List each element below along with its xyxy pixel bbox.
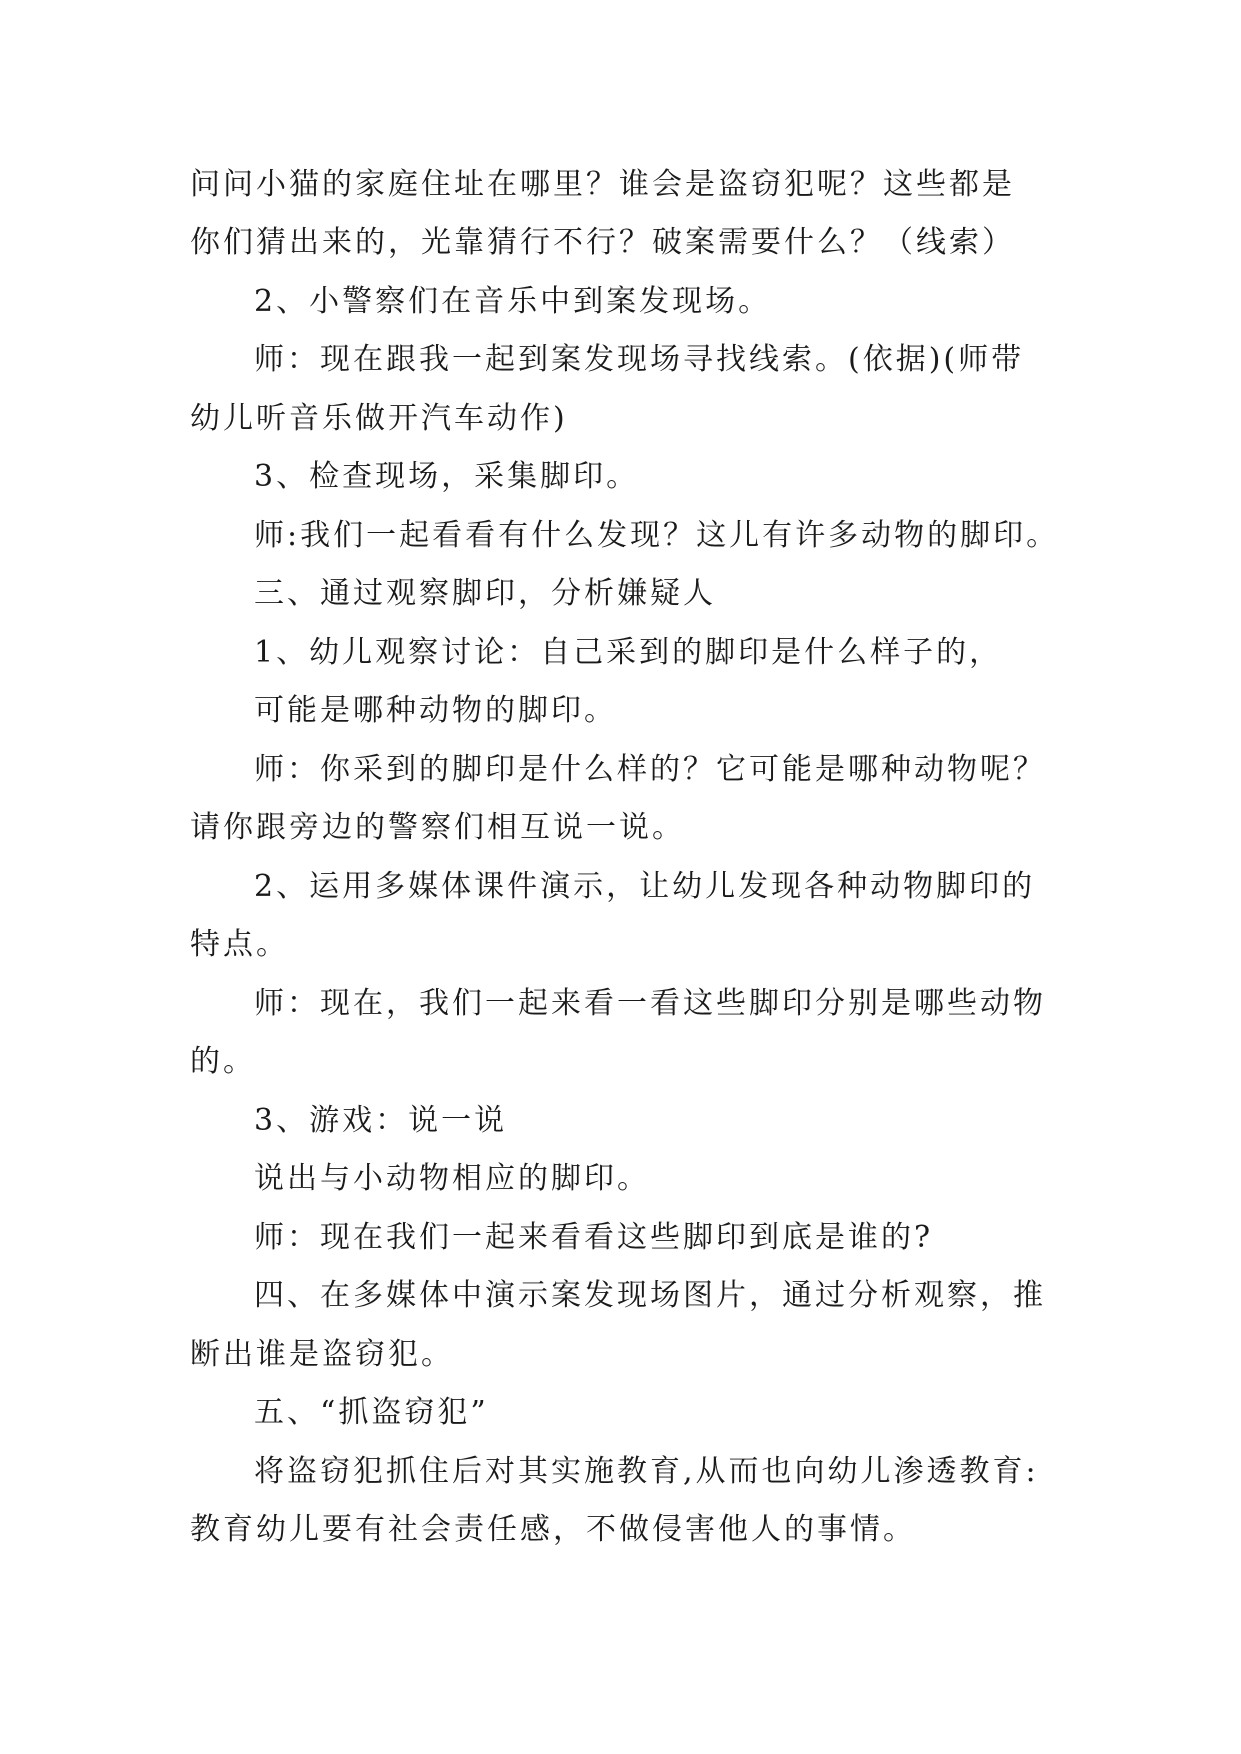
text-line: 问问小猫的家庭住址在哪里？谁会是盗窃犯呢？这些都是 — [190, 167, 1015, 202]
text-line: 3、检查现场，采集脚印。 — [254, 459, 640, 494]
text-line: 幼儿听音乐做开汽车动作) — [190, 401, 568, 436]
text-line: 2、运用多媒体课件演示，让幼儿发现各种动物脚印的 — [254, 869, 1036, 904]
text-line: 教育幼儿要有社会责任感，不做侵害他人的事情。 — [190, 1512, 916, 1547]
text-line: 你们猜出来的，光靠猜行不行？破案需要什么？（线索） — [190, 225, 1015, 260]
text-line: 2、小警察们在音乐中到案发现场。 — [254, 284, 772, 319]
section-heading: 三、通过观察脚印，分析嫌疑人 — [254, 576, 716, 611]
text-line: 可能是哪种动物的脚印。 — [254, 693, 617, 728]
section-heading: 四、在多媒体中演示案发现场图片，通过分析观察，推 — [254, 1278, 1046, 1313]
section-heading: 五、“抓盗窃犯” — [254, 1395, 489, 1430]
text-line: 师：现在我们一起来看看这些脚印到底是谁的? — [254, 1220, 934, 1255]
text-line: 特点。 — [190, 927, 289, 962]
text-line: 的。 — [190, 1044, 256, 1079]
text-line: 师:我们一起看看有什么发现？这儿有许多动物的脚印。 — [254, 518, 1060, 553]
text-line: 请你跟旁边的警察们相互说一说。 — [190, 810, 685, 845]
text-line: 师：你采到的脚印是什么样的？它可能是哪种动物呢？ — [254, 752, 1046, 787]
text-line: 师：现在跟我一起到案发现场寻找线索。(依据)(师带 — [254, 342, 1025, 377]
text-line: 说出与小动物相应的脚印。 — [254, 1161, 650, 1196]
text-line: 1、幼儿观察讨论：自己采到的脚印是什么样子的， — [254, 635, 1003, 670]
text-line: 师：现在，我们一起来看一看这些脚印分别是哪些动物 — [254, 986, 1046, 1021]
text-line: 断出谁是盗窃犯。 — [190, 1337, 454, 1372]
text-line: 将盗窃犯抓住后对其实施教育,从而也向幼儿渗透教育: — [254, 1454, 1039, 1489]
text-line: 3、游戏：说一说 — [254, 1103, 508, 1138]
